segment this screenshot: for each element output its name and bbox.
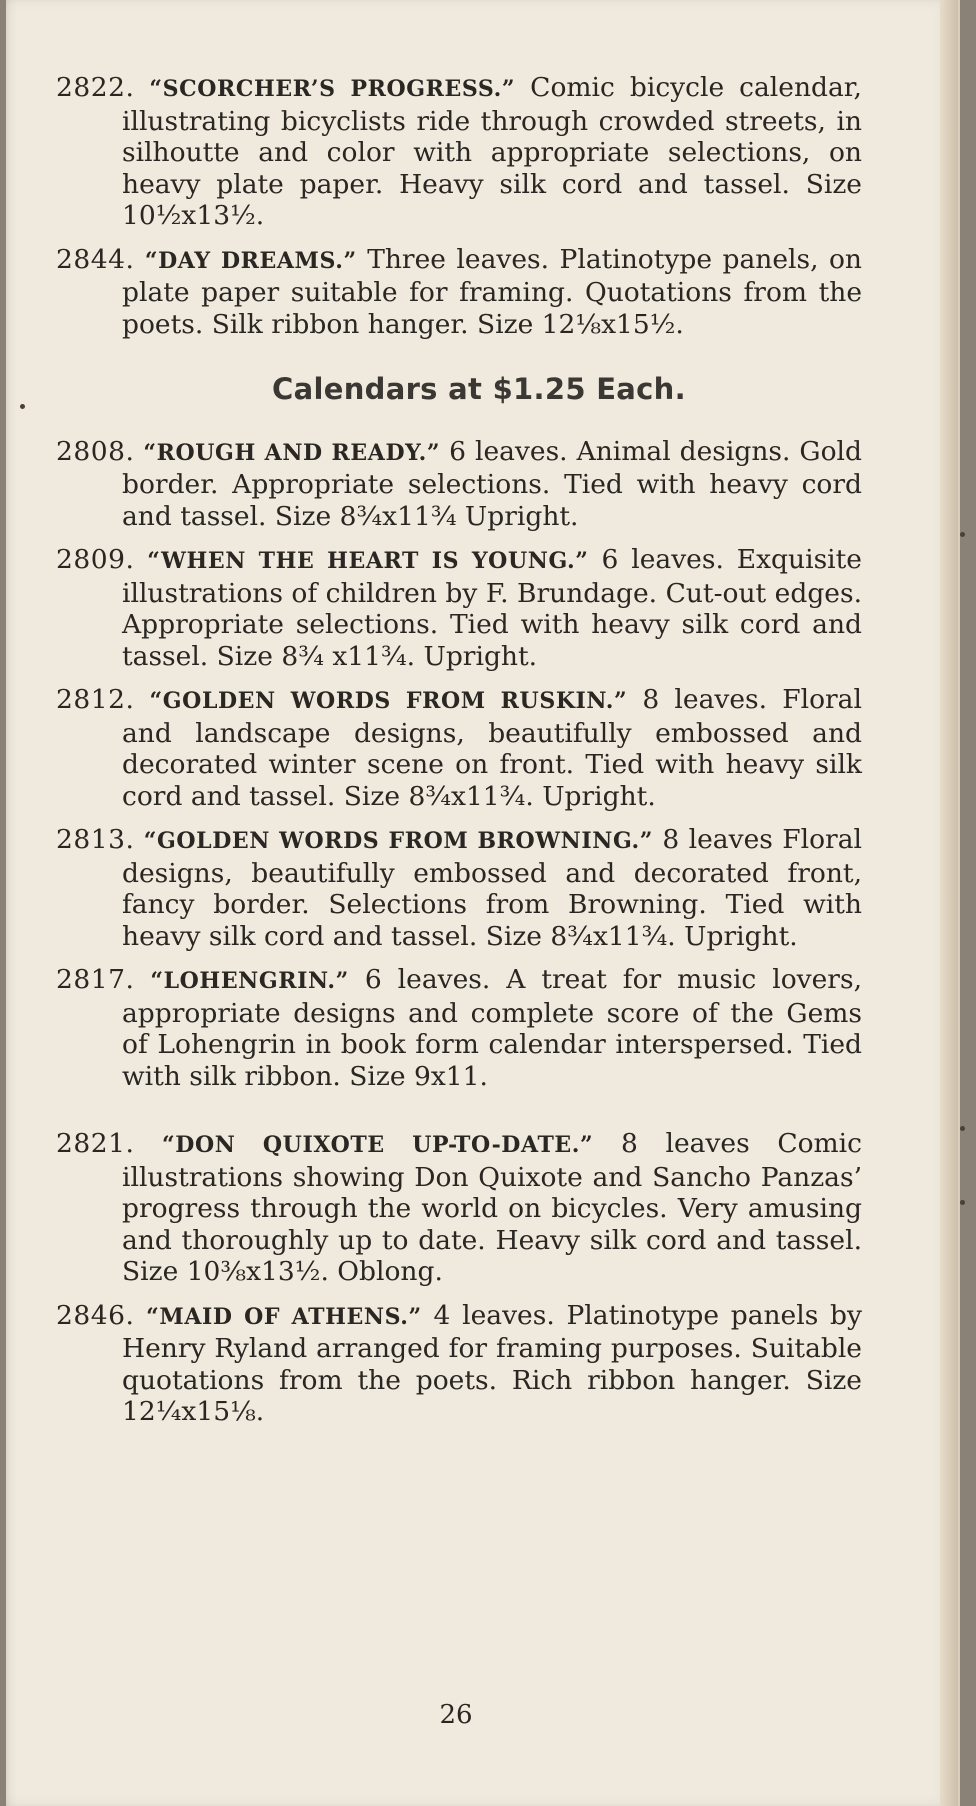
entry-description: 6 leaves. Exquisite illustrations of children by F. Brundage. Cut-out edges. Appropriate selections. Tied with heavy silk cord and tassel. Size 8¾ x11¾. Upright. [122,544,862,672]
entry-title: “ROUGH AND READY.” [143,439,441,466]
catalog-entry [56,1300,862,1428]
entry-number: 2846. [56,1299,135,1331]
catalog-entry [56,684,862,812]
entry-title: “WHEN THE HEART IS YOUNG.” [147,548,589,574]
entry-number: 2821. [56,1128,135,1159]
catalog-text [56,72,862,1440]
entry-description: 8 leaves. Floral and landscape designs, beautifully embossed and decorated winter scene on front. Tied with heavy silk cord and tassel. Size 8¾x11¾. Upright. [122,684,862,812]
entry-title: “GOLDEN WORDS FROM RUSKIN.” [149,688,628,714]
entry-number: 2844. [56,243,135,275]
page-edge [940,0,958,1806]
catalog-entry [56,964,862,1092]
page-number: 26 [439,1700,473,1730]
entry-number: 2822. [56,72,135,103]
entry-description: Comic bicycle calendar, illustrating bicyclists ride through crowded streets, in silhoutte and color with appropriate selections, on heavy plate paper. Heavy silk cord and tassel. Size 10½x13½. [122,72,862,231]
entry-title: “LOHENGRIN.” [150,968,349,994]
paper-speck [960,1200,965,1205]
catalog-entry [56,72,862,232]
entry-number: 2808. [56,435,135,467]
entry-number: 2809. [56,544,135,575]
entry-description: 6 leaves. Animal designs. Gold border. Appropriate selections. Tied with heavy cord and tassel. Size 8¾x11¾ Upright. [122,435,862,532]
catalog-entry [56,544,862,672]
paper-speck [20,404,25,409]
section-heading: Calendars at $1.25 Each. [272,372,686,406]
entry-title: “DAY DREAMS.” [144,247,357,274]
entry-description: 8 leaves Comic illustrations showing Don Quixote and Sancho Panzas’ progress through the world on bicycles. Very amusing and thoroughly up to date. Heavy silk cord and tassel. Size 10⅜x13½. Oblong. [122,1128,862,1287]
entry-title: “GOLDEN WORDS FROM BROWNING.” [143,828,654,854]
entry-description: Three leaves. Platinotype panels, on plate paper suitable for framing. Quotations from the poets. Silk ribbon hanger. Size 12⅛x15½. [122,243,862,340]
entry-description: 8 leaves Floral designs, beautifully embossed and decorated front, fancy border. Selections from Browning. Tied with heavy silk cord and tassel. Size 8¾x11¾. Upright. [122,824,862,952]
paper-speck [960,532,965,537]
entry-title: “DON QUIXOTE UP-TO-DATE.” [162,1132,594,1158]
catalog-entry [56,436,862,533]
entry-number: 2812. [56,684,135,715]
entry-title: “MAID OF ATHENS.” [146,1303,422,1330]
entry-description: 4 leaves. Platinotype panels by Henry Ryland arranged for framing purposes. Suitable quotations from the poets. Rich ribbon hanger. Size 12¼x15⅛. [122,1299,862,1427]
entry-title: “SCORCHER’S PROGRESS.” [149,76,516,102]
paper-speck [960,1126,965,1131]
entry-number: 2813. [56,824,135,855]
catalog-entry [56,1128,862,1288]
entry-number: 2817. [56,964,135,995]
catalog-entry [56,824,862,952]
entry-description: 6 leaves. A treat for music lovers, appropriate designs and complete score of the Gems of Lohengrin in book form calendar interspersed. Tied with silk ribbon. Size 9x11. [122,964,862,1092]
catalog-entry [56,244,862,341]
catalog-page [6,0,960,1806]
